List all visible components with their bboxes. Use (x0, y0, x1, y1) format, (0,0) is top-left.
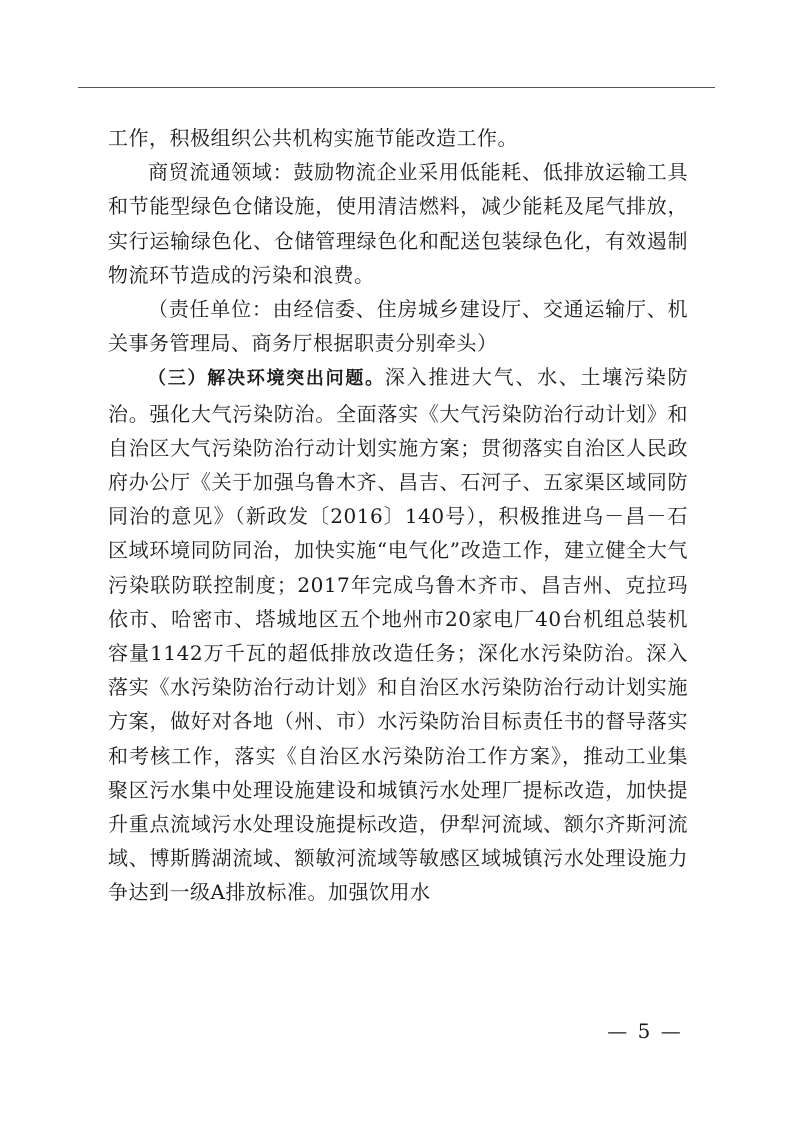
section-heading: （三）解决环境突出问题。 (148, 368, 385, 390)
page-number: — 5 — (607, 1019, 683, 1043)
paragraph-environment-issues (108, 360, 688, 909)
header-rule (78, 87, 715, 88)
paragraph-continuation: 工作，积极组织公共机构实施节能改造工作。 (108, 126, 518, 150)
paragraph-commerce-logistics: 商贸流通领域：鼓励物流企业采用低能耗、低排放运输工具和节能型绿色仓储设施，使用清洁燃料，减少能耗及尾气排放，实行运输绿色化、仓储管理绿色化和配送包装绿色化，有效遏制物流环节造成的污染和浪费。 (108, 160, 688, 287)
paragraph-responsible-units: （责任单位：由经信委、住房城乡建设厅、交通运输厅、机关事务管理局、商务厅根据职责分别牵头） (108, 297, 688, 356)
document-body (108, 121, 688, 910)
paragraph-body: 深入推进大气、水、土壤污染防治。强化大气污染防治。全面落实《大气污染防治行动计划》和自治区大气污染防治行动计划实施方案；贯彻落实自治区人民政府办公厅《关于加强乌鲁木齐、昌吉、石河子、五家渠区域同防同治的意见》（新政发〔2016〕140号），积极推进乌－昌－石区域环境同防同治，加快实施“电气化”改造工作，建立健全大气污染联防联控制度；2017年完成乌鲁木齐市、昌吉州、克拉玛依市、哈密市、塔城地区五个地州市20家电厂40台机组总装机容量1142万千瓦的超低排放改造任务；深化水污染防治。深入落实《水污染防治行动计划》和自治区水污染防治行动计划实施方案，做好对各地（州、市）水污染防治目标责任书的督导落实和考核工作，落实《自治区水污染防治工作方案》，推动工业集聚区污水集中处理设施建设和城镇污水处理厂提标改造，加快提升重点流域污水处理设施提标改造，伊犁河流域、额尔齐斯河流域、博斯腾湖流域、额敏河流域等敏感区域城镇污水处理设施力争达到一级A排放标准。加强饮用水 (108, 365, 689, 905)
